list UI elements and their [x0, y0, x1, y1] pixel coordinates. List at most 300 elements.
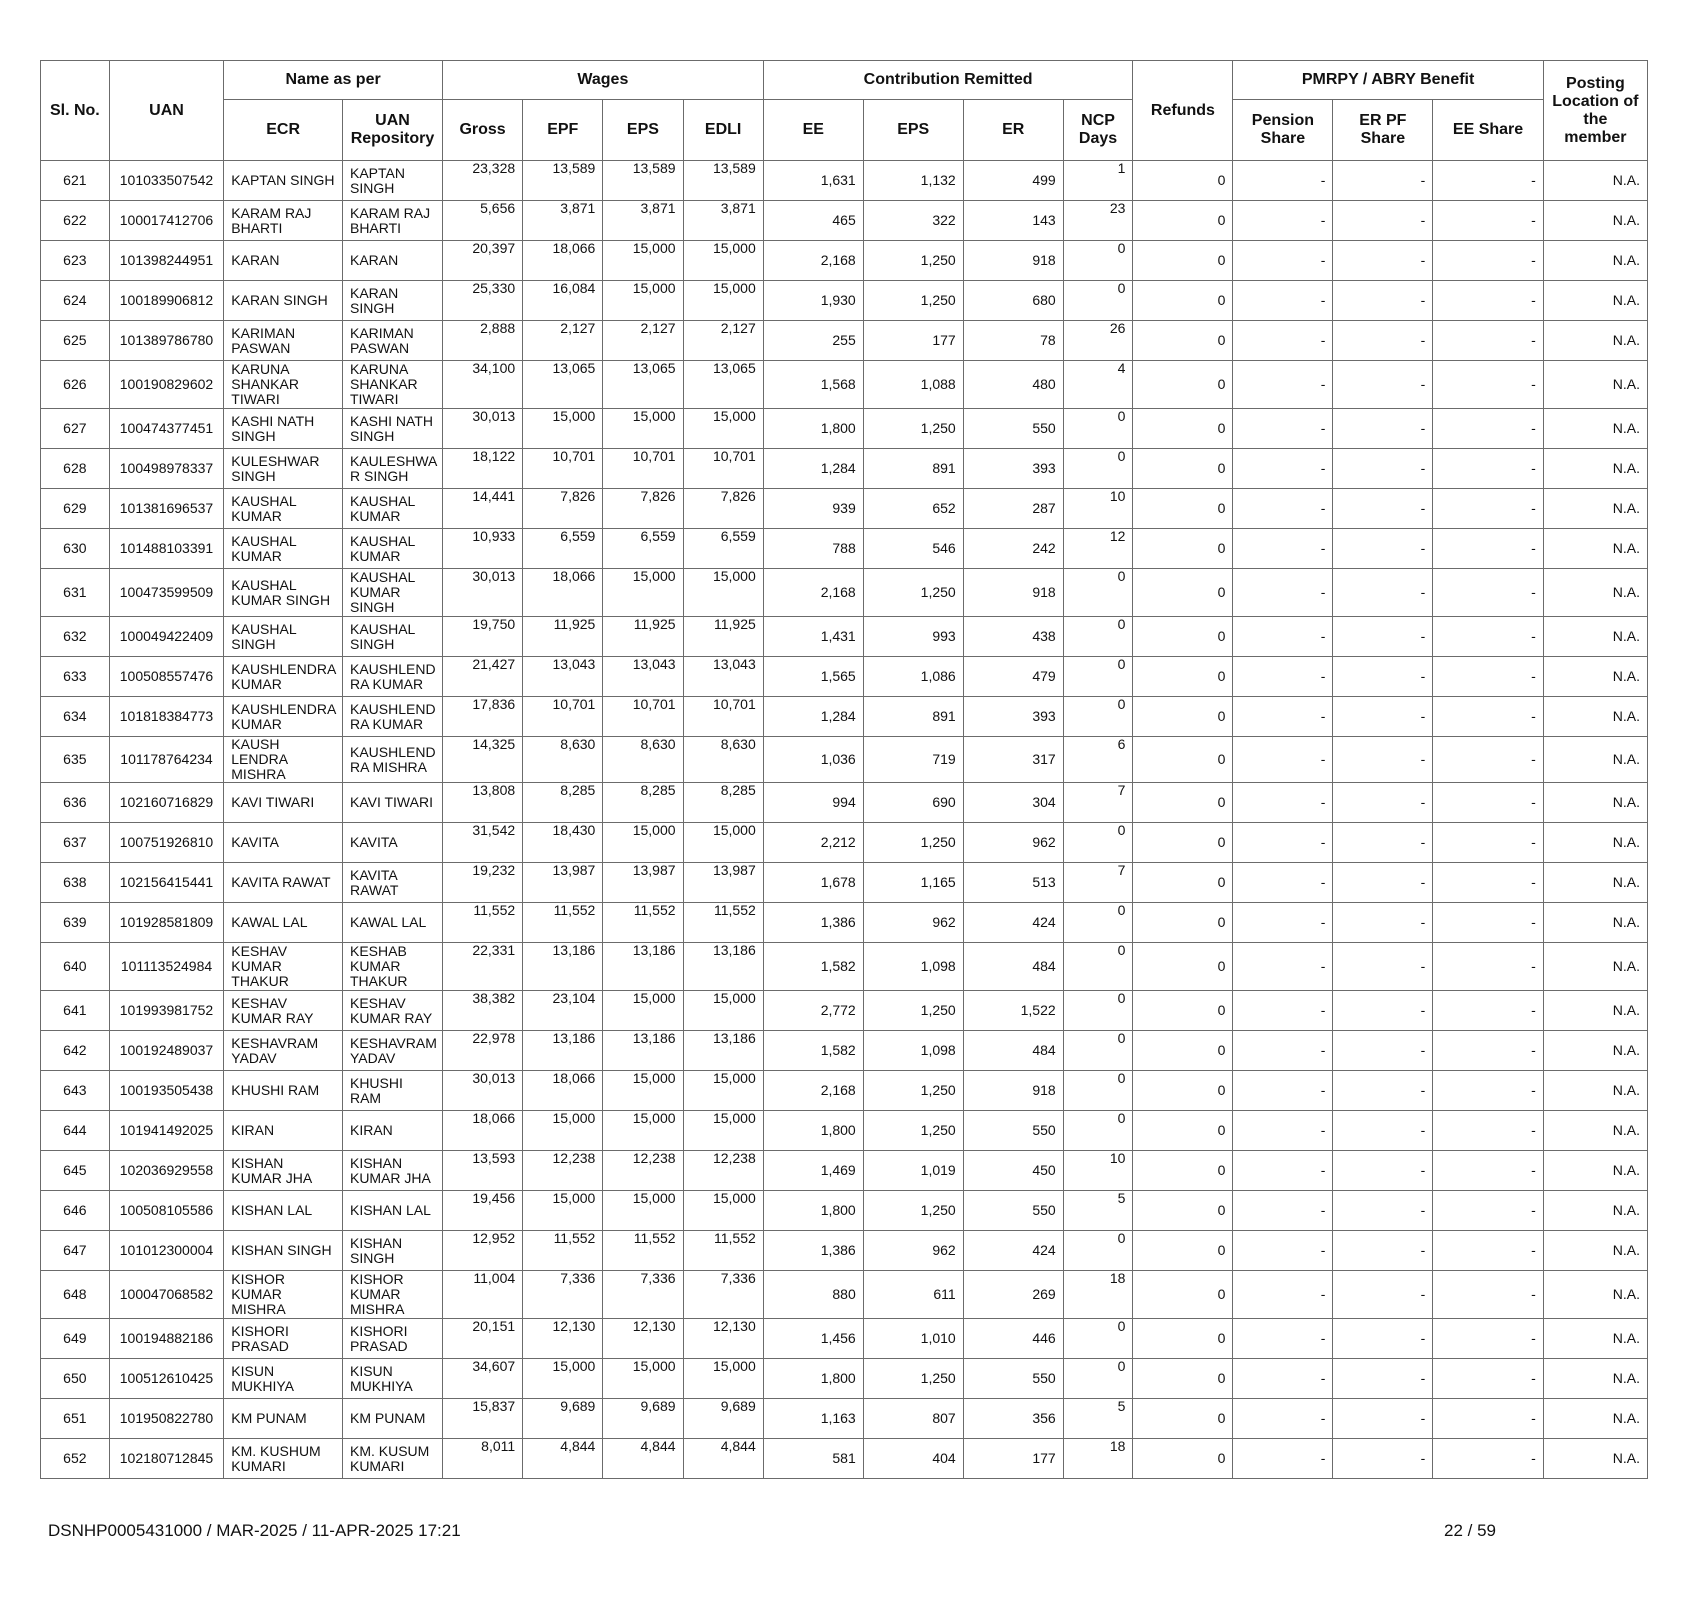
repository-name-cell: KM PUNAM [342, 1399, 442, 1439]
sl-no-cell: 646 [41, 1191, 110, 1231]
eps-contribution-cell: 690 [863, 783, 963, 823]
table-row [41, 617, 1648, 657]
epf-wage-cell: 2,127 [523, 321, 603, 361]
uan-cell: 101178764234 [109, 737, 224, 783]
table-row [41, 863, 1648, 903]
gross-wage-cell: 30,013 [442, 1071, 522, 1111]
ee-contribution-cell: 1,456 [763, 1319, 863, 1359]
eps-contribution-cell: 1,010 [863, 1319, 963, 1359]
header-er-pf-share: ER PF Share [1333, 100, 1433, 161]
ecr-name-cell: KAUSHAL KUMAR [224, 529, 343, 569]
eps-contribution-cell: 993 [863, 617, 963, 657]
posting-location-cell: N.A. [1543, 783, 1647, 823]
epf-wage-cell: 18,066 [523, 241, 603, 281]
er-contribution-cell: 78 [963, 321, 1063, 361]
table-row [41, 1071, 1648, 1111]
posting-location-cell: N.A. [1543, 1319, 1647, 1359]
header-uan-repository: UAN Repository [342, 100, 442, 161]
er-pf-share-cell: - [1333, 943, 1433, 991]
ee-share-cell: - [1433, 1031, 1543, 1071]
eps-wage-cell: 13,589 [603, 161, 683, 201]
ee-share-cell: - [1433, 161, 1543, 201]
header-pension-share: Pension Share [1233, 100, 1333, 161]
eps-contribution-cell: 404 [863, 1439, 963, 1479]
er-pf-share-cell: - [1333, 449, 1433, 489]
er-contribution-cell: 438 [963, 617, 1063, 657]
epf-wage-cell: 15,000 [523, 1111, 603, 1151]
ncp-days-cell: 5 [1063, 1191, 1133, 1231]
eps-contribution-cell: 546 [863, 529, 963, 569]
er-contribution-cell: 918 [963, 1071, 1063, 1111]
eps-contribution-cell: 807 [863, 1399, 963, 1439]
ncp-days-cell: 0 [1063, 1231, 1133, 1271]
refunds-cell: 0 [1133, 1071, 1233, 1111]
gross-wage-cell: 14,325 [442, 737, 522, 783]
refunds-cell: 0 [1133, 321, 1233, 361]
er-contribution-cell: 962 [963, 823, 1063, 863]
ecr-name-cell: KISHAN LAL [224, 1191, 343, 1231]
gross-wage-cell: 5,656 [442, 201, 522, 241]
posting-location-cell: N.A. [1543, 823, 1647, 863]
table-row [41, 1151, 1648, 1191]
er-pf-share-cell: - [1333, 1359, 1433, 1399]
epf-wage-cell: 6,559 [523, 529, 603, 569]
pension-share-cell: - [1233, 1111, 1333, 1151]
header-refunds: Refunds [1133, 61, 1233, 161]
edli-wage-cell: 15,000 [683, 823, 763, 863]
ncp-days-cell: 0 [1063, 409, 1133, 449]
refunds-cell: 0 [1133, 1271, 1233, 1319]
ncp-days-cell: 0 [1063, 1031, 1133, 1071]
sl-no-cell: 642 [41, 1031, 110, 1071]
ecr-name-cell: KESHAVRAM YADAV [224, 1031, 343, 1071]
eps-contribution-cell: 1,019 [863, 1151, 963, 1191]
eps-contribution-cell: 962 [863, 903, 963, 943]
ee-share-cell: - [1433, 697, 1543, 737]
epf-wage-cell: 15,000 [523, 1359, 603, 1399]
uan-cell: 101941492025 [109, 1111, 224, 1151]
sl-no-cell: 633 [41, 657, 110, 697]
eps-contribution-cell: 1,250 [863, 1111, 963, 1151]
posting-location-cell: N.A. [1543, 361, 1647, 409]
sl-no-cell: 647 [41, 1231, 110, 1271]
pension-share-cell: - [1233, 1439, 1333, 1479]
eps-contribution-cell: 1,132 [863, 161, 963, 201]
table-row [41, 1231, 1648, 1271]
posting-location-cell: N.A. [1543, 569, 1647, 617]
er-contribution-cell: 550 [963, 1359, 1063, 1399]
uan-cell: 100751926810 [109, 823, 224, 863]
header-eps: EPS [603, 100, 683, 161]
ncp-days-cell: 12 [1063, 529, 1133, 569]
ncp-days-cell: 0 [1063, 903, 1133, 943]
ee-contribution-cell: 994 [763, 783, 863, 823]
refunds-cell: 0 [1133, 1399, 1233, 1439]
ee-contribution-cell: 1,284 [763, 697, 863, 737]
uan-cell: 100189906812 [109, 281, 224, 321]
header-ee: EE [763, 100, 863, 161]
gross-wage-cell: 25,330 [442, 281, 522, 321]
eps-contribution-cell: 322 [863, 201, 963, 241]
table-row [41, 201, 1648, 241]
ncp-days-cell: 0 [1063, 569, 1133, 617]
pension-share-cell: - [1233, 737, 1333, 783]
ecr-name-cell: KESHAV KUMAR RAY [224, 991, 343, 1031]
ecr-name-cell: KAVITA RAWAT [224, 863, 343, 903]
pension-share-cell: - [1233, 943, 1333, 991]
ee-share-cell: - [1433, 657, 1543, 697]
ee-contribution-cell: 1,631 [763, 161, 863, 201]
eps-wage-cell: 11,552 [603, 903, 683, 943]
gross-wage-cell: 18,066 [442, 1111, 522, 1151]
sl-no-cell: 634 [41, 697, 110, 737]
ee-contribution-cell: 788 [763, 529, 863, 569]
ee-contribution-cell: 1,386 [763, 903, 863, 943]
ecr-name-cell: KAWAL LAL [224, 903, 343, 943]
gross-wage-cell: 19,456 [442, 1191, 522, 1231]
ncp-days-cell: 0 [1063, 1071, 1133, 1111]
sl-no-cell: 629 [41, 489, 110, 529]
gross-wage-cell: 15,837 [442, 1399, 522, 1439]
eps-contribution-cell: 962 [863, 1231, 963, 1271]
pension-share-cell: - [1233, 657, 1333, 697]
er-pf-share-cell: - [1333, 1439, 1433, 1479]
header-uan: UAN [109, 61, 224, 161]
eps-wage-cell: 15,000 [603, 409, 683, 449]
eps-contribution-cell: 719 [863, 737, 963, 783]
ee-contribution-cell: 465 [763, 201, 863, 241]
eps-contribution-cell: 1,250 [863, 823, 963, 863]
uan-cell: 100473599509 [109, 569, 224, 617]
ecr-name-cell: KULESHWAR SINGH [224, 449, 343, 489]
pension-share-cell: - [1233, 697, 1333, 737]
ecr-name-cell: KARIMAN PASWAN [224, 321, 343, 361]
eps-contribution-cell: 611 [863, 1271, 963, 1319]
epf-wage-cell: 7,826 [523, 489, 603, 529]
ee-contribution-cell: 1,930 [763, 281, 863, 321]
refunds-cell: 0 [1133, 737, 1233, 783]
ncp-days-cell: 0 [1063, 241, 1133, 281]
epf-wage-cell: 3,871 [523, 201, 603, 241]
refunds-cell: 0 [1133, 1439, 1233, 1479]
ee-contribution-cell: 1,036 [763, 737, 863, 783]
ee-share-cell: - [1433, 361, 1543, 409]
edli-wage-cell: 2,127 [683, 321, 763, 361]
gross-wage-cell: 8,011 [442, 1439, 522, 1479]
ecr-name-cell: KAUSHLENDRA KUMAR [224, 657, 343, 697]
repository-name-cell: KAVI TIWARI [342, 783, 442, 823]
er-contribution-cell: 550 [963, 409, 1063, 449]
repository-name-cell: KIRAN [342, 1111, 442, 1151]
epf-wage-cell: 7,336 [523, 1271, 603, 1319]
ncp-days-cell: 0 [1063, 823, 1133, 863]
sl-no-cell: 639 [41, 903, 110, 943]
table-row [41, 281, 1648, 321]
header-gross: Gross [442, 100, 522, 161]
gross-wage-cell: 11,004 [442, 1271, 522, 1319]
er-contribution-cell: 499 [963, 161, 1063, 201]
er-pf-share-cell: - [1333, 617, 1433, 657]
repository-name-cell: KAPTAN SINGH [342, 161, 442, 201]
eps-wage-cell: 9,689 [603, 1399, 683, 1439]
er-contribution-cell: 317 [963, 737, 1063, 783]
sl-no-cell: 623 [41, 241, 110, 281]
posting-location-cell: N.A. [1543, 617, 1647, 657]
uan-cell: 101818384773 [109, 697, 224, 737]
table-row [41, 569, 1648, 617]
sl-no-cell: 652 [41, 1439, 110, 1479]
ncp-days-cell: 6 [1063, 737, 1133, 783]
uan-cell: 101033507542 [109, 161, 224, 201]
ee-share-cell: - [1433, 569, 1543, 617]
pension-share-cell: - [1233, 991, 1333, 1031]
epf-wage-cell: 23,104 [523, 991, 603, 1031]
ee-contribution-cell: 1,163 [763, 1399, 863, 1439]
ncp-days-cell: 0 [1063, 1319, 1133, 1359]
eps-contribution-cell: 1,250 [863, 1191, 963, 1231]
eps-contribution-cell: 177 [863, 321, 963, 361]
refunds-cell: 0 [1133, 161, 1233, 201]
epf-wage-cell: 11,552 [523, 1231, 603, 1271]
refunds-cell: 0 [1133, 489, 1233, 529]
ee-contribution-cell: 2,168 [763, 1071, 863, 1111]
refunds-cell: 0 [1133, 361, 1233, 409]
er-pf-share-cell: - [1333, 1399, 1433, 1439]
gross-wage-cell: 2,888 [442, 321, 522, 361]
epf-wage-cell: 13,043 [523, 657, 603, 697]
pension-share-cell: - [1233, 1319, 1333, 1359]
uan-cell: 100474377451 [109, 409, 224, 449]
eps-contribution-cell: 1,250 [863, 991, 963, 1031]
ee-share-cell: - [1433, 1231, 1543, 1271]
ncp-days-cell: 0 [1063, 943, 1133, 991]
ee-contribution-cell: 880 [763, 1271, 863, 1319]
er-contribution-cell: 1,522 [963, 991, 1063, 1031]
uan-cell: 100047068582 [109, 1271, 224, 1319]
edli-wage-cell: 8,630 [683, 737, 763, 783]
eps-wage-cell: 4,844 [603, 1439, 683, 1479]
header-row-sub [41, 100, 1648, 161]
edli-wage-cell: 15,000 [683, 241, 763, 281]
ee-share-cell: - [1433, 903, 1543, 943]
er-contribution-cell: 304 [963, 783, 1063, 823]
sl-no-cell: 641 [41, 991, 110, 1031]
eps-wage-cell: 15,000 [603, 991, 683, 1031]
er-pf-share-cell: - [1333, 281, 1433, 321]
repository-name-cell: KAVITA [342, 823, 442, 863]
ecr-name-cell: KAUSHAL KUMAR SINGH [224, 569, 343, 617]
edli-wage-cell: 11,552 [683, 1231, 763, 1271]
sl-no-cell: 638 [41, 863, 110, 903]
sl-no-cell: 622 [41, 201, 110, 241]
table-row [41, 489, 1648, 529]
ee-contribution-cell: 1,565 [763, 657, 863, 697]
refunds-cell: 0 [1133, 529, 1233, 569]
pension-share-cell: - [1233, 1399, 1333, 1439]
edli-wage-cell: 13,186 [683, 943, 763, 991]
gross-wage-cell: 13,808 [442, 783, 522, 823]
pension-share-cell: - [1233, 529, 1333, 569]
ee-share-cell: - [1433, 1271, 1543, 1319]
eps-wage-cell: 8,630 [603, 737, 683, 783]
gross-wage-cell: 13,593 [442, 1151, 522, 1191]
ncp-days-cell: 0 [1063, 1111, 1133, 1151]
refunds-cell: 0 [1133, 991, 1233, 1031]
ncp-days-cell: 18 [1063, 1439, 1133, 1479]
er-pf-share-cell: - [1333, 201, 1433, 241]
eps-wage-cell: 15,000 [603, 1191, 683, 1231]
pension-share-cell: - [1233, 1231, 1333, 1271]
pension-share-cell: - [1233, 783, 1333, 823]
pension-share-cell: - [1233, 903, 1333, 943]
er-contribution-cell: 480 [963, 361, 1063, 409]
gross-wage-cell: 10,933 [442, 529, 522, 569]
ecr-name-cell: KAVITA [224, 823, 343, 863]
ncp-days-cell: 0 [1063, 617, 1133, 657]
repository-name-cell: KHUSHI RAM [342, 1071, 442, 1111]
posting-location-cell: N.A. [1543, 1151, 1647, 1191]
er-contribution-cell: 680 [963, 281, 1063, 321]
ecr-name-cell: KAPTAN SINGH [224, 161, 343, 201]
uan-cell: 101012300004 [109, 1231, 224, 1271]
eps-wage-cell: 8,285 [603, 783, 683, 823]
gross-wage-cell: 11,552 [442, 903, 522, 943]
eps-wage-cell: 15,000 [603, 1111, 683, 1151]
epf-wage-cell: 9,689 [523, 1399, 603, 1439]
ee-share-cell: - [1433, 201, 1543, 241]
edli-wage-cell: 15,000 [683, 281, 763, 321]
ee-share-cell: - [1433, 321, 1543, 361]
ee-share-cell: - [1433, 1319, 1543, 1359]
er-pf-share-cell: - [1333, 1319, 1433, 1359]
refunds-cell: 0 [1133, 863, 1233, 903]
ecr-name-cell: KARUNA SHANKAR TIWARI [224, 361, 343, 409]
posting-location-cell: N.A. [1543, 991, 1647, 1031]
er-contribution-cell: 550 [963, 1111, 1063, 1151]
gross-wage-cell: 17,836 [442, 697, 522, 737]
repository-name-cell: KESHAV KUMAR RAY [342, 991, 442, 1031]
eps-contribution-cell: 1,098 [863, 1031, 963, 1071]
uan-cell: 100508105586 [109, 1191, 224, 1231]
eps-wage-cell: 3,871 [603, 201, 683, 241]
posting-location-cell: N.A. [1543, 697, 1647, 737]
posting-location-cell: N.A. [1543, 943, 1647, 991]
ee-contribution-cell: 1,800 [763, 1111, 863, 1151]
epf-wage-cell: 13,987 [523, 863, 603, 903]
edli-wage-cell: 15,000 [683, 1111, 763, 1151]
er-contribution-cell: 550 [963, 1191, 1063, 1231]
edli-wage-cell: 12,130 [683, 1319, 763, 1359]
ee-contribution-cell: 939 [763, 489, 863, 529]
table-row [41, 1111, 1648, 1151]
ecr-name-cell: KISHORI PRASAD [224, 1319, 343, 1359]
ee-contribution-cell: 2,772 [763, 991, 863, 1031]
edli-wage-cell: 9,689 [683, 1399, 763, 1439]
er-pf-share-cell: - [1333, 657, 1433, 697]
ecr-name-cell: KISHOR KUMAR MISHRA [224, 1271, 343, 1319]
ee-share-cell: - [1433, 863, 1543, 903]
uan-cell: 100498978337 [109, 449, 224, 489]
header-ncp-days: NCP Days [1063, 100, 1133, 161]
uan-cell: 102036929558 [109, 1151, 224, 1191]
header-name-as-per: Name as per [224, 61, 443, 100]
eps-wage-cell: 15,000 [603, 1071, 683, 1111]
uan-cell: 102180712845 [109, 1439, 224, 1479]
ee-share-cell: - [1433, 281, 1543, 321]
ecr-name-cell: KHUSHI RAM [224, 1071, 343, 1111]
header-row-group [41, 61, 1648, 100]
sl-no-cell: 626 [41, 361, 110, 409]
table-row [41, 823, 1648, 863]
posting-location-cell: N.A. [1543, 489, 1647, 529]
epf-wage-cell: 8,285 [523, 783, 603, 823]
epf-wage-cell: 13,186 [523, 1031, 603, 1071]
eps-wage-cell: 6,559 [603, 529, 683, 569]
er-pf-share-cell: - [1333, 1071, 1433, 1111]
edli-wage-cell: 15,000 [683, 1191, 763, 1231]
eps-wage-cell: 10,701 [603, 697, 683, 737]
table-row [41, 1399, 1648, 1439]
gross-wage-cell: 23,328 [442, 161, 522, 201]
eps-wage-cell: 11,552 [603, 1231, 683, 1271]
er-pf-share-cell: - [1333, 361, 1433, 409]
refunds-cell: 0 [1133, 1359, 1233, 1399]
gross-wage-cell: 19,232 [442, 863, 522, 903]
uan-cell: 101950822780 [109, 1399, 224, 1439]
er-contribution-cell: 479 [963, 657, 1063, 697]
eps-wage-cell: 2,127 [603, 321, 683, 361]
ee-share-cell: - [1433, 943, 1543, 991]
edli-wage-cell: 13,589 [683, 161, 763, 201]
refunds-cell: 0 [1133, 903, 1233, 943]
sl-no-cell: 625 [41, 321, 110, 361]
ee-share-cell: - [1433, 1111, 1543, 1151]
er-contribution-cell: 918 [963, 569, 1063, 617]
ncp-days-cell: 0 [1063, 449, 1133, 489]
er-pf-share-cell: - [1333, 697, 1433, 737]
gross-wage-cell: 18,122 [442, 449, 522, 489]
ee-contribution-cell: 1,469 [763, 1151, 863, 1191]
header-ecr: ECR [224, 100, 343, 161]
eps-wage-cell: 12,130 [603, 1319, 683, 1359]
edli-wage-cell: 15,000 [683, 1359, 763, 1399]
table-row [41, 1319, 1648, 1359]
er-pf-share-cell: - [1333, 783, 1433, 823]
eps-contribution-cell: 652 [863, 489, 963, 529]
ee-contribution-cell: 255 [763, 321, 863, 361]
repository-name-cell: KAUSHAL KUMAR [342, 529, 442, 569]
uan-cell: 100190829602 [109, 361, 224, 409]
posting-location-cell: N.A. [1543, 657, 1647, 697]
er-pf-share-cell: - [1333, 1231, 1433, 1271]
refunds-cell: 0 [1133, 697, 1233, 737]
epf-wage-cell: 12,130 [523, 1319, 603, 1359]
header-sl-no: Sl. No. [41, 61, 110, 161]
edli-wage-cell: 11,925 [683, 617, 763, 657]
posting-location-cell: N.A. [1543, 1399, 1647, 1439]
er-pf-share-cell: - [1333, 903, 1433, 943]
ecr-name-cell: KM PUNAM [224, 1399, 343, 1439]
ee-share-cell: - [1433, 489, 1543, 529]
ee-contribution-cell: 1,582 [763, 943, 863, 991]
ncp-days-cell: 26 [1063, 321, 1133, 361]
table-row [41, 321, 1648, 361]
epf-wage-cell: 13,065 [523, 361, 603, 409]
table-row [41, 361, 1648, 409]
epf-wage-cell: 10,701 [523, 449, 603, 489]
er-pf-share-cell: - [1333, 161, 1433, 201]
ecr-name-cell: KAUSHAL KUMAR [224, 489, 343, 529]
